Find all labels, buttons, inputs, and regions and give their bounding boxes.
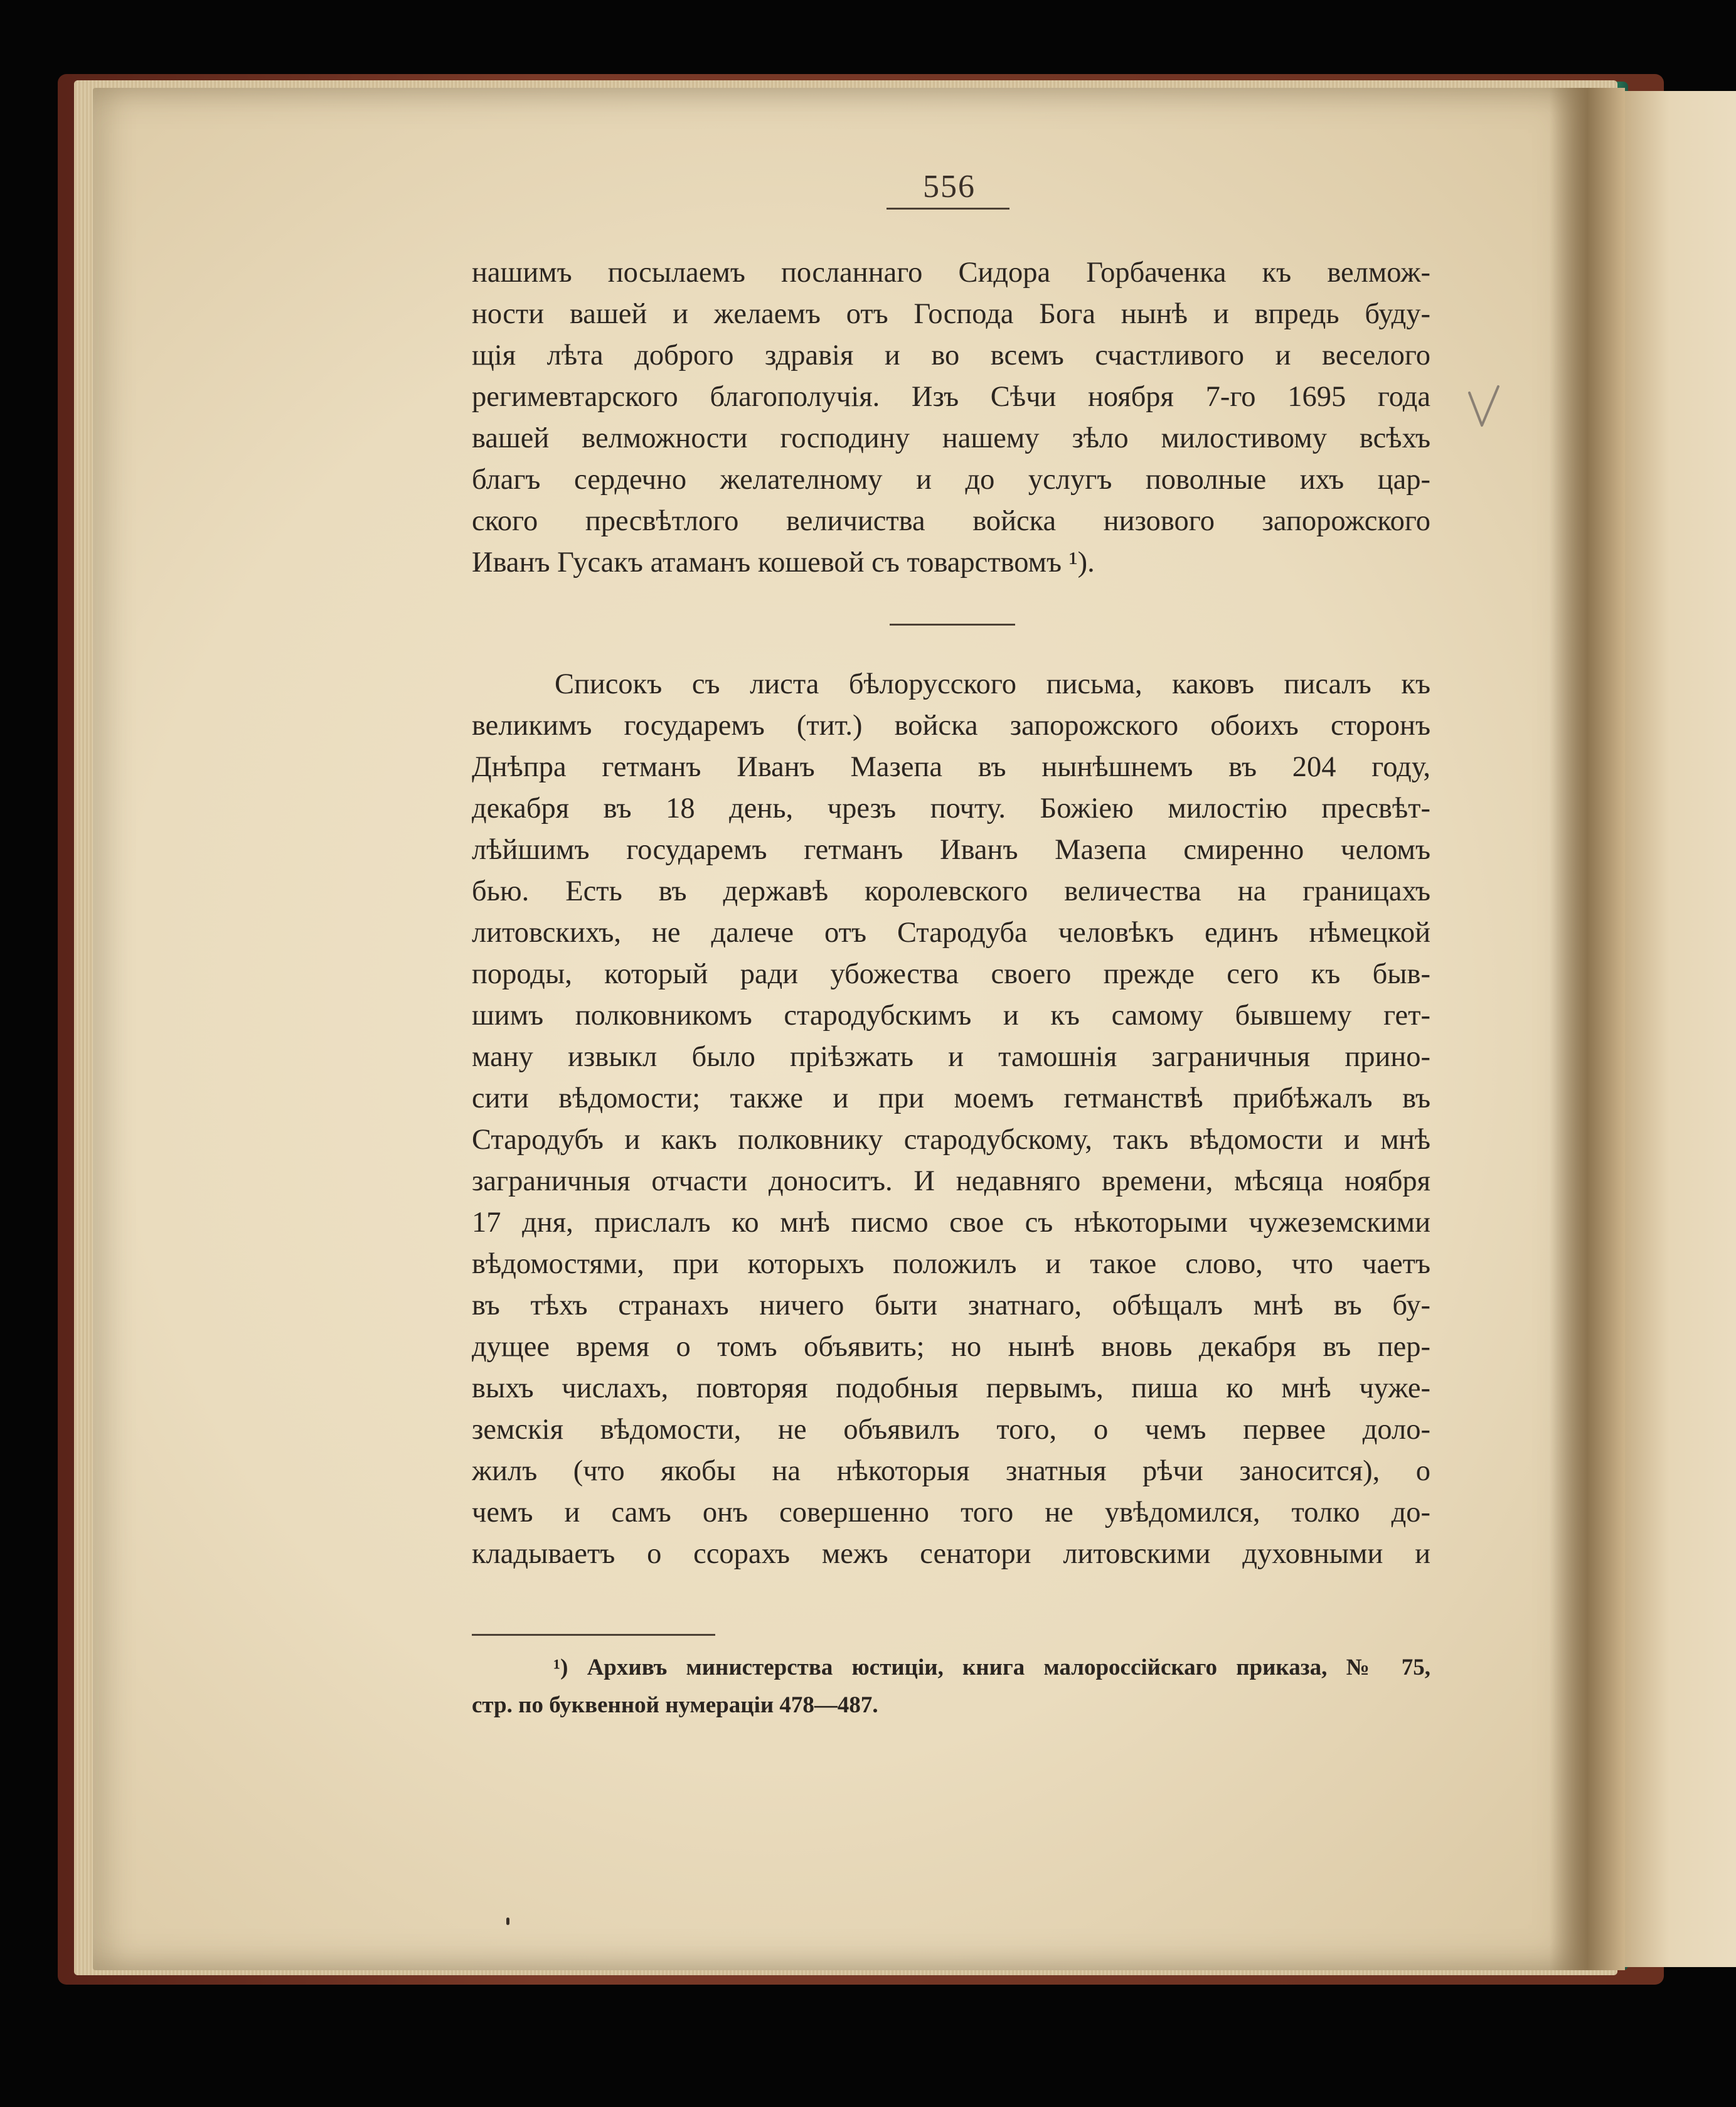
text-line: благъ сердечно желателному и до услугъ поволные ихъ цар- xyxy=(472,464,1430,496)
facing-page xyxy=(1625,91,1736,1967)
text-line: щія лѣта доброго здравія и во всемъ счастливого и веселого xyxy=(472,339,1430,371)
text-line: декабря въ 18 день, чрезъ почту. Божіею милостію пресвѣт- xyxy=(472,792,1430,824)
text-line: ности вашей и желаемъ отъ Господа Бога нынѣ и впредь буду- xyxy=(472,298,1430,330)
text-line: лѣйшимъ государемъ гетманъ Иванъ Мазепа смиренно челомъ xyxy=(472,834,1430,866)
text-line: ману извыкл было пріѣзжать и тамошнія заграничныя прино- xyxy=(472,1041,1430,1073)
text-line: ского пресвѣтлого величиства войска низового запорожского xyxy=(472,505,1430,537)
footnote-line: ¹) Архивъ министерства юстиціи, книга малороссійскаго приказа, № 75, xyxy=(553,1655,1430,1680)
text-line: регимевтарского благополучія. Изъ Сѣчи ноября 7-го 1695 года xyxy=(472,381,1430,413)
text-line: 17 дня, прислалъ ко мнѣ писмо свое съ нѣкоторыми чужеземскими xyxy=(472,1207,1430,1239)
text-line: Стародубъ и какъ полковнику стародубскому, такъ вѣдомости и мнѣ xyxy=(472,1124,1430,1156)
footnote xyxy=(472,1649,1430,1724)
text-line: жилъ (что якобы на нѣкоторыя знатныя рѣчи заносится), о xyxy=(472,1455,1430,1487)
letter-end-paragraph xyxy=(472,252,1430,584)
text-line: бью. Есть въ державѣ королевского величества на границахъ xyxy=(472,875,1430,907)
text-line: литовскихъ, не далече отъ Стародуба человѣкъ единъ нѣмецкой xyxy=(472,917,1430,949)
text-line: Иванъ Гусакъ атаманъ кошевой съ товарствомъ ¹). xyxy=(472,547,1095,579)
text-line: вашей велможности господину нашему зѣло милостивому всѣхъ xyxy=(472,422,1430,454)
section-divider xyxy=(890,624,1015,626)
text-line: вѣдомостями, при которыхъ положилъ и такое слово, что чаетъ xyxy=(472,1248,1430,1280)
text-line: Днѣпра гетманъ Иванъ Мазепа въ нынѣшнемъ въ 204 году, xyxy=(472,751,1430,783)
text-line: кладываетъ о ссорахъ межъ сенатори литовскими духовными и xyxy=(472,1538,1430,1570)
mazepa-letter-paragraph xyxy=(472,664,1430,1575)
footnote-rule xyxy=(472,1634,715,1636)
text-line: великимъ государемъ (тит.) войска запорожского обоихъ сторонъ xyxy=(472,710,1430,742)
page-number: 556 xyxy=(923,169,976,205)
page-number-rule xyxy=(887,208,1009,210)
text-line: шимъ полковникомъ стародубскимъ и къ самому бывшему гет- xyxy=(472,1000,1430,1032)
text-line: чемъ и самъ онъ совершенно того не увѣдомился, толко до- xyxy=(472,1496,1430,1528)
text-line: Списокъ съ листа бѣлорусского письма, каковъ писалъ къ xyxy=(555,668,1430,700)
text-line: выхъ числахъ, повторяя подобныя первымъ, пиша ко мнѣ чуже- xyxy=(472,1372,1430,1404)
pencil-check-mark-icon xyxy=(1466,381,1503,432)
text-line: нашимъ посылаемъ посланнаго Сидора Горбаченка къ велмож- xyxy=(472,257,1430,289)
footnote-line: стр. по буквенной нумераціи 478—487. xyxy=(472,1692,878,1718)
ink-speck xyxy=(506,1918,509,1925)
text-line: породы, который ради убожества своего прежде сего къ быв- xyxy=(472,958,1430,990)
text-line: дущее время о томъ объявить; но нынѣ вновь декабря въ пер- xyxy=(472,1331,1430,1363)
book-gutter xyxy=(1550,88,1625,1970)
text-line: сити вѣдомости; также и при моемъ гетманствѣ прибѣжалъ въ xyxy=(472,1082,1430,1114)
text-line: заграничныя отчасти доноситъ. И недавняго времени, мѣсяца ноября xyxy=(472,1165,1430,1197)
text-line: въ тѣхъ странахъ ничего быти знатнаго, обѣщалъ мнѣ въ бу- xyxy=(472,1289,1430,1321)
text-line: земскія вѣдомости, не объявилъ того, о чемъ первее доло- xyxy=(472,1414,1430,1446)
